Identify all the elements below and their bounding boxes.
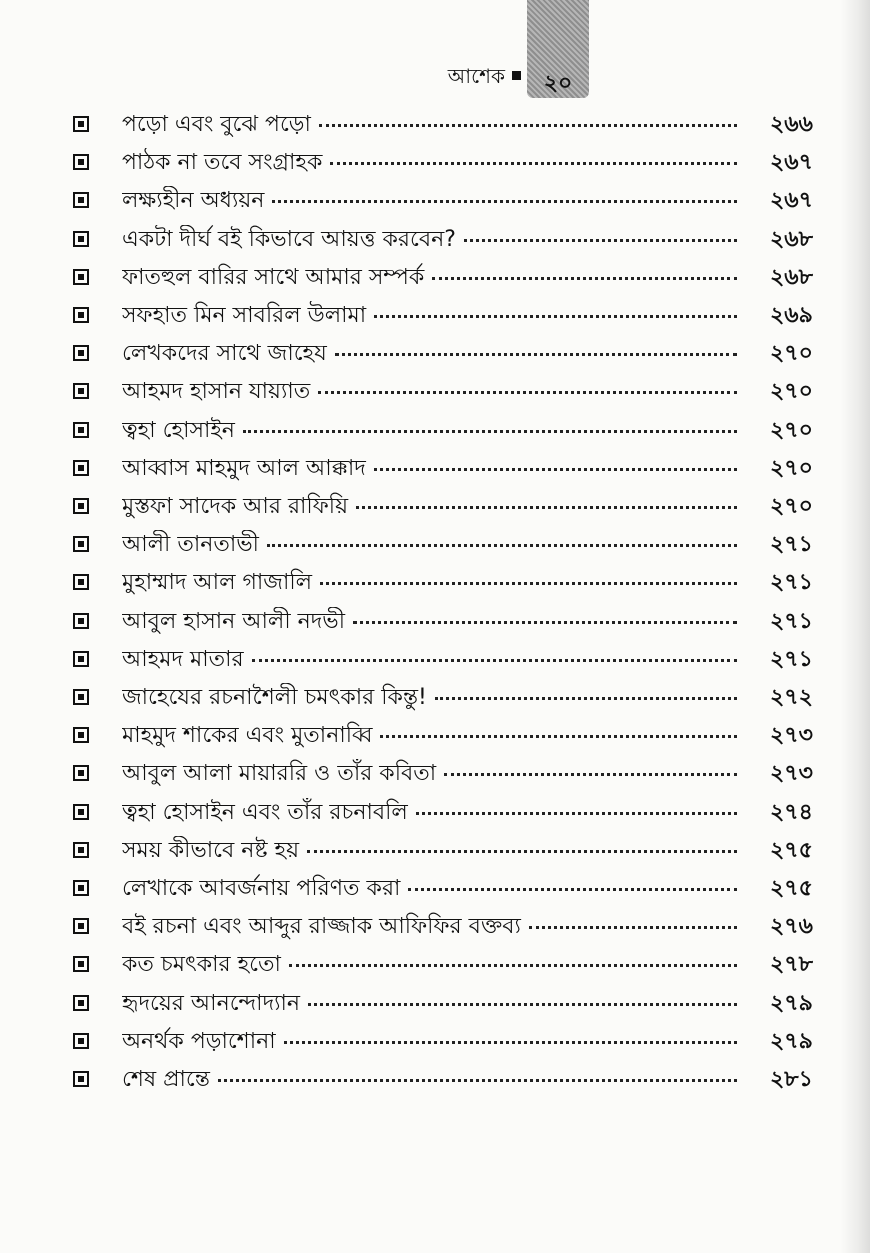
toc-entry [0, 297, 870, 335]
dot-leader [374, 315, 737, 318]
toc-entry-title: আবুল হাসান আলী নদভী [122, 608, 345, 634]
toc-entry [0, 488, 870, 526]
square-bullet-icon [73, 345, 89, 361]
square-bullet-icon [73, 154, 89, 170]
toc-entry [0, 679, 870, 717]
toc-entry-label [122, 492, 737, 522]
toc-entry [0, 335, 870, 373]
toc-entry-title: আহমদ হাসান যায়্যাত [122, 379, 311, 405]
toc-entry-page: ২৭৪ [770, 799, 813, 825]
toc-entry-page: ২৭৮ [770, 952, 813, 978]
toc-entry [0, 832, 870, 870]
dot-leader [432, 277, 737, 280]
toc-entry [0, 144, 870, 182]
square-bullet-icon [73, 651, 89, 667]
toc-entry-page: ২৬৯ [770, 303, 813, 328]
toc-entry-title: সফহাত মিন সাবরিল উলামা [122, 303, 367, 328]
toc-entry-page: ২৮১ [770, 1067, 813, 1092]
dot-leader [416, 812, 737, 815]
dot-leader [353, 621, 737, 624]
dot-leader [374, 468, 737, 471]
toc-entry-label [122, 874, 737, 904]
toc-entry [0, 985, 870, 1023]
toc-entry-label [122, 1065, 737, 1095]
dot-leader [308, 1003, 737, 1006]
toc-entry-label [122, 186, 737, 216]
toc-entry-page: ২৭৫ [770, 837, 813, 863]
toc-entry [0, 717, 870, 755]
toc-entry-title: আহমদ মাতার [122, 646, 244, 672]
dot-leader [284, 1041, 737, 1044]
square-bullet-icon [73, 842, 89, 858]
toc-entry-title: পড়ো এবং বুঝে পড়ো [122, 112, 311, 137]
toc-entry-title: শেষ প্রান্তে [122, 1067, 210, 1092]
dot-leader [356, 506, 737, 509]
dot-leader [319, 124, 737, 127]
toc-entry-title: ফাতহুল বারির সাথে আমার সম্পর্ক [122, 264, 425, 290]
square-bullet-icon [73, 422, 89, 438]
toc-entry-page: ২৬৮ [770, 226, 813, 252]
toc-entry [0, 603, 870, 641]
dot-leader [307, 850, 737, 853]
toc-entry-page: ২৭৯ [770, 990, 813, 1016]
toc-entry-title: মুহাম্মাদ আল গাজালি [122, 570, 313, 596]
dot-leader [330, 162, 737, 165]
toc-entry-label [122, 225, 737, 255]
toc-entry-label [122, 416, 737, 446]
toc-entry-label [122, 759, 737, 789]
dot-leader [408, 888, 737, 891]
page-number: ২০ [543, 71, 573, 96]
toc-entry [0, 946, 870, 984]
toc-entry-title: লক্ষ্যহীন অধ্যয়ন [122, 188, 265, 214]
toc-entry [0, 870, 870, 908]
toc-entry [0, 259, 870, 297]
book-title: আশেক [447, 64, 505, 88]
toc-entry-title: জাহেযের রচনাশৈলী চমৎকার কিন্তু! [122, 685, 427, 710]
toc-entry-label [122, 912, 737, 942]
toc-entry-title: আলী তানতাভী [122, 532, 259, 558]
toc-entry [0, 221, 870, 259]
square-bullet-icon [73, 192, 89, 208]
toc-entry-label [122, 645, 737, 675]
toc-entry-page: ২৭০ [770, 341, 813, 367]
dot-leader [529, 926, 737, 929]
dot-leader [267, 544, 737, 547]
toc-entry-page: ২৭৩ [770, 761, 813, 787]
square-bullet-icon [73, 727, 89, 743]
square-bullet-icon [73, 536, 89, 552]
toc-entry-label [122, 1027, 737, 1057]
dot-leader [320, 582, 737, 585]
dot-leader [435, 697, 737, 700]
toc-entry-page: ২৭০ [770, 494, 813, 519]
square-bullet-icon [73, 880, 89, 896]
toc-entry-page: ২৭১ [770, 532, 813, 558]
square-bullet-icon [73, 383, 89, 399]
toc-entry-title: পাঠক না তবে সংগ্রাহক [122, 150, 323, 176]
square-bullet-icon [73, 804, 89, 820]
toc-entry [0, 755, 870, 793]
toc-entry [0, 794, 870, 832]
toc-entry-page: ২৭২ [770, 685, 813, 710]
toc-entry-title: বই রচনা এবং আব্দুর রাজ্জাক আফিফির বক্তব্য [122, 914, 521, 940]
square-bullet-icon [73, 956, 89, 972]
toc-entry [0, 106, 870, 144]
square-bullet-icon [73, 1071, 89, 1087]
toc-entry-title: ত্বহা হোসাইন এবং তাঁর রচনাবলি [122, 799, 408, 825]
toc-entry-title: আবুল আলা মায়াররি ও তাঁর কবিতা [122, 761, 437, 787]
toc-entry-label [122, 263, 737, 293]
toc-entry-title: হৃদয়ের আনন্দোদ্যান [122, 990, 301, 1016]
square-bullet-icon [73, 765, 89, 781]
toc-entry-title: ত্বহা হোসাইন [122, 417, 235, 443]
toc-entry-page: ২৬৭ [770, 150, 813, 176]
toc-entry-label [122, 148, 737, 178]
toc-entry-title: মুস্তফা সাদেক আর রাফিয়ি [122, 494, 349, 519]
square-bullet-icon [73, 269, 89, 285]
toc-entry-label [122, 377, 737, 407]
square-bullet-icon [73, 307, 89, 323]
toc-entry-title: একটা দীর্ঘ বই কিভাবে আয়ত্ত করবেন? [122, 226, 456, 252]
toc-entry-label [122, 301, 737, 331]
toc-entry-title: লেখকদের সাথে জাহেয [122, 341, 327, 367]
toc-entry [0, 1061, 870, 1099]
toc-entry-page: ২৭৫ [770, 876, 813, 901]
toc-entry-page: ২৬৭ [770, 188, 813, 214]
toc-entry-page: ২৭১ [770, 646, 813, 672]
toc-entry [0, 373, 870, 411]
toc-entry-page: ২৭৩ [770, 723, 813, 749]
square-bullet-icon [73, 460, 89, 476]
toc-entry-label [122, 989, 737, 1019]
toc-entry-page: ২৬৮ [770, 264, 813, 290]
toc-entry-label [122, 798, 737, 828]
toc-entry [0, 450, 870, 488]
toc-entry-title: কত চমৎকার হতো [122, 952, 281, 978]
toc-entry-title: সময় কীভাবে নষ্ট হয় [122, 837, 300, 863]
toc-entry-label [122, 836, 737, 866]
toc-entry-page: ২৬৬ [770, 112, 813, 137]
toc-entry [0, 182, 870, 220]
toc-entry-page: ২৭৬ [770, 914, 813, 940]
toc-entry [0, 908, 870, 946]
toc-entry [0, 564, 870, 602]
toc-entry-label [122, 950, 737, 980]
dot-leader [318, 391, 737, 394]
toc-entry-label [122, 110, 737, 140]
dot-leader [272, 200, 737, 203]
square-bullet-icon [73, 995, 89, 1011]
toc-entry-label [122, 339, 737, 369]
dot-leader [380, 735, 737, 738]
dot-leader [464, 239, 737, 242]
dot-leader [243, 430, 737, 433]
toc-entry-page: ২৭০ [770, 417, 813, 443]
square-bullet-icon [73, 918, 89, 934]
toc-entry [0, 1023, 870, 1061]
toc-entry-title: আব্বাস মাহমুদ আল আক্কাদ [122, 455, 366, 481]
toc-entry-page: ২৭৯ [770, 1028, 813, 1054]
square-bullet-icon [73, 1033, 89, 1049]
toc-entry-title: অনর্থক পড়াশোনা [122, 1028, 276, 1054]
page-header [0, 0, 870, 100]
toc-entry-label [122, 454, 737, 484]
toc-entry-label [122, 568, 737, 598]
toc-entry-label [122, 683, 737, 713]
toc-entry [0, 412, 870, 450]
dot-leader [444, 773, 737, 776]
toc-entry-page: ২৭১ [770, 608, 813, 634]
toc-entry [0, 526, 870, 564]
square-bullet-icon [73, 574, 89, 590]
dot-leader [335, 353, 737, 356]
toc-entry-label [122, 530, 737, 560]
toc-entry-page: ২৭০ [770, 455, 813, 481]
toc-entry-title: মাহমুদ শাকের এবং মুতানাব্বি [122, 723, 373, 749]
square-bullet-icon [73, 613, 89, 629]
square-bullet-icon [73, 116, 89, 132]
dot-leader [289, 964, 737, 967]
dot-leader [252, 659, 737, 662]
square-bullet-icon [512, 71, 521, 80]
toc-entry-label [122, 721, 737, 751]
toc-entry-title: লেখাকে আবর্জনায় পরিণত করা [122, 876, 401, 901]
dot-leader [218, 1079, 737, 1082]
toc-entry-page: ২৭০ [770, 379, 813, 405]
toc-entry-label [122, 607, 737, 637]
square-bullet-icon [73, 498, 89, 514]
toc-entry [0, 641, 870, 679]
square-bullet-icon [73, 689, 89, 705]
toc-entry-page: ২৭১ [770, 570, 813, 596]
square-bullet-icon [73, 231, 89, 247]
